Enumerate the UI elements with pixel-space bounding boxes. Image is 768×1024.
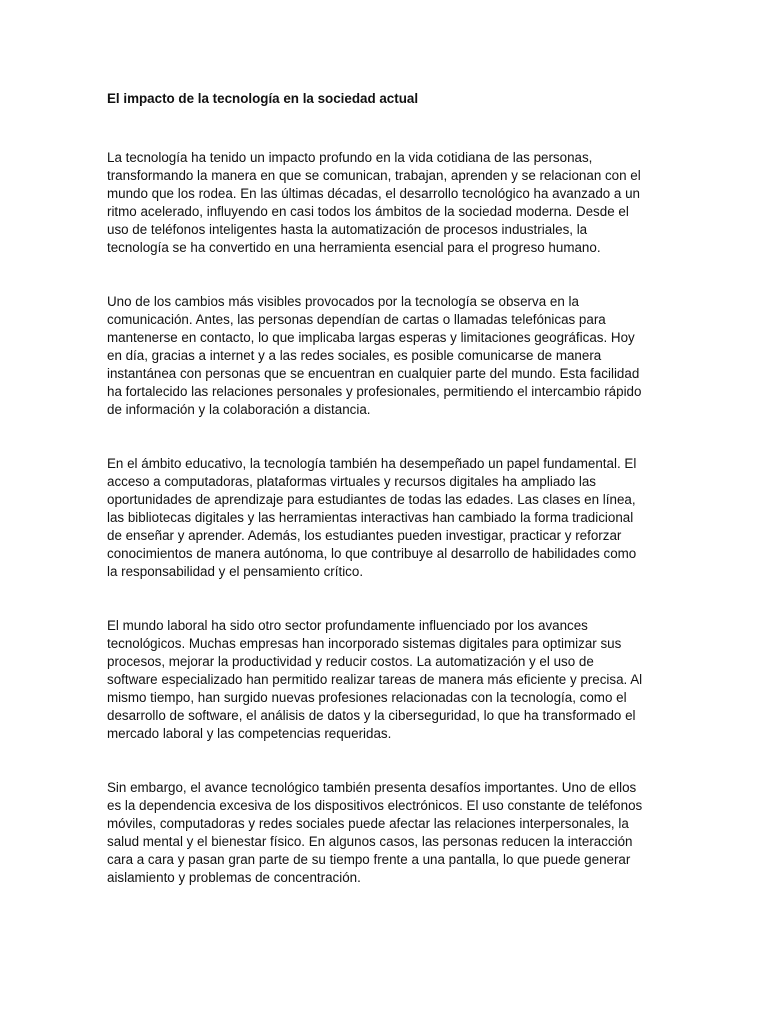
- paragraph-5: [107, 779, 663, 887]
- text-line: uso de teléfonos inteligentes hasta la automatización de procesos industriales, la: [107, 222, 588, 237]
- text-line: tecnológicos. Muchas empresas han incorporado sistemas digitales para optimizar sus: [107, 636, 622, 651]
- text-line: salud mental y el bienestar físico. En algunos casos, las personas reducen la interacción: [107, 834, 633, 849]
- paragraph-1: [107, 149, 663, 257]
- paragraph-2: [107, 293, 663, 419]
- text-line: acceso a computadoras, plataformas virtuales y recursos digitales ha ampliado las: [107, 474, 597, 489]
- text-line: de información y la colaboración a distancia.: [107, 402, 371, 417]
- text-line: mundo que los rodea. En las últimas décadas, el desarrollo tecnológico ha avanzado a un: [107, 186, 640, 201]
- text-line: tecnología se ha convertido en una herramienta esencial para el progreso humano.: [107, 240, 601, 255]
- text-line: mismo tiempo, han surgido nuevas profesiones relacionadas con la tecnología, como el: [107, 690, 627, 705]
- text-line: software especializado han permitido realizar tareas de manera más eficiente y precisa. Al: [107, 672, 643, 687]
- text-line: en día, gracias a internet y a las redes sociales, es posible comunicarse de manera: [107, 348, 602, 363]
- text-line: mantenerse en contacto, lo que implicaba largas esperas y limitaciones geográficas. Hoy: [107, 330, 635, 345]
- text-line: cara a cara y pasan gran parte de su tiempo frente a una pantalla, lo que puede generar: [107, 852, 631, 867]
- paragraph-4: [107, 617, 663, 743]
- text-line: La tecnología ha tenido un impacto profundo en la vida cotidiana de las personas,: [107, 150, 593, 165]
- text-line: aislamiento y problemas de concentración.: [107, 870, 361, 885]
- text-line: conocimientos de manera autónoma, lo que contribuye al desarrollo de habilidades como: [107, 546, 637, 561]
- text-line: instantánea con personas que se encuentran en cualquier parte del mundo. Esta facilidad: [107, 366, 640, 381]
- text-line: Sin embargo, el avance tecnológico también presenta desafíos importantes. Uno de ellos: [107, 780, 637, 795]
- text-line: El mundo laboral ha sido otro sector profundamente influenciado por los avances: [107, 618, 588, 633]
- text-line: la responsabilidad y el pensamiento crítico.: [107, 564, 364, 579]
- text-line: las bibliotecas digitales y las herramientas interactivas han cambiado la forma tradicional: [107, 510, 634, 525]
- text-line: desarrollo de software, el análisis de datos y la ciberseguridad, lo que ha transformado el: [107, 708, 636, 723]
- text-line: oportunidades de aprendizaje para estudiantes de todas las edades. Las clases en línea,: [107, 492, 636, 507]
- text-line: transformando la manera en que se comunican, trabajan, aprenden y se relacionan con el: [107, 168, 641, 183]
- text-line: comunicación. Antes, las personas dependían de cartas o llamadas telefónicas para: [107, 312, 606, 327]
- text-line: procesos, mejorar la productividad y reducir costos. La automatización y el uso de: [107, 654, 594, 669]
- text-line: ha fortalecido las relaciones personales y profesionales, permitiendo el intercambio rápido: [107, 384, 642, 399]
- text-line: mercado laboral y las competencias requeridas.: [107, 726, 392, 741]
- paragraph-3: [107, 455, 663, 581]
- text-line: En el ámbito educativo, la tecnología también ha desempeñado un papel fundamental. El: [107, 456, 637, 471]
- document-page: [107, 90, 663, 923]
- text-line: Uno de los cambios más visibles provocados por la tecnología se observa en la: [107, 294, 579, 309]
- document-title: El impacto de la tecnología en la sociedad actual: [107, 91, 419, 106]
- text-line: es la dependencia excesiva de los dispositivos electrónicos. El uso constante de teléfonos: [107, 798, 643, 813]
- text-line: ritmo acelerado, influyendo en casi todos los ámbitos de la sociedad moderna. Desde el: [107, 204, 629, 219]
- text-line: móviles, computadoras y redes sociales puede afectar las relaciones interpersonales, la: [107, 816, 629, 831]
- text-line: de enseñar y aprender. Además, los estudiantes pueden investigar, practicar y reforzar: [107, 528, 622, 543]
